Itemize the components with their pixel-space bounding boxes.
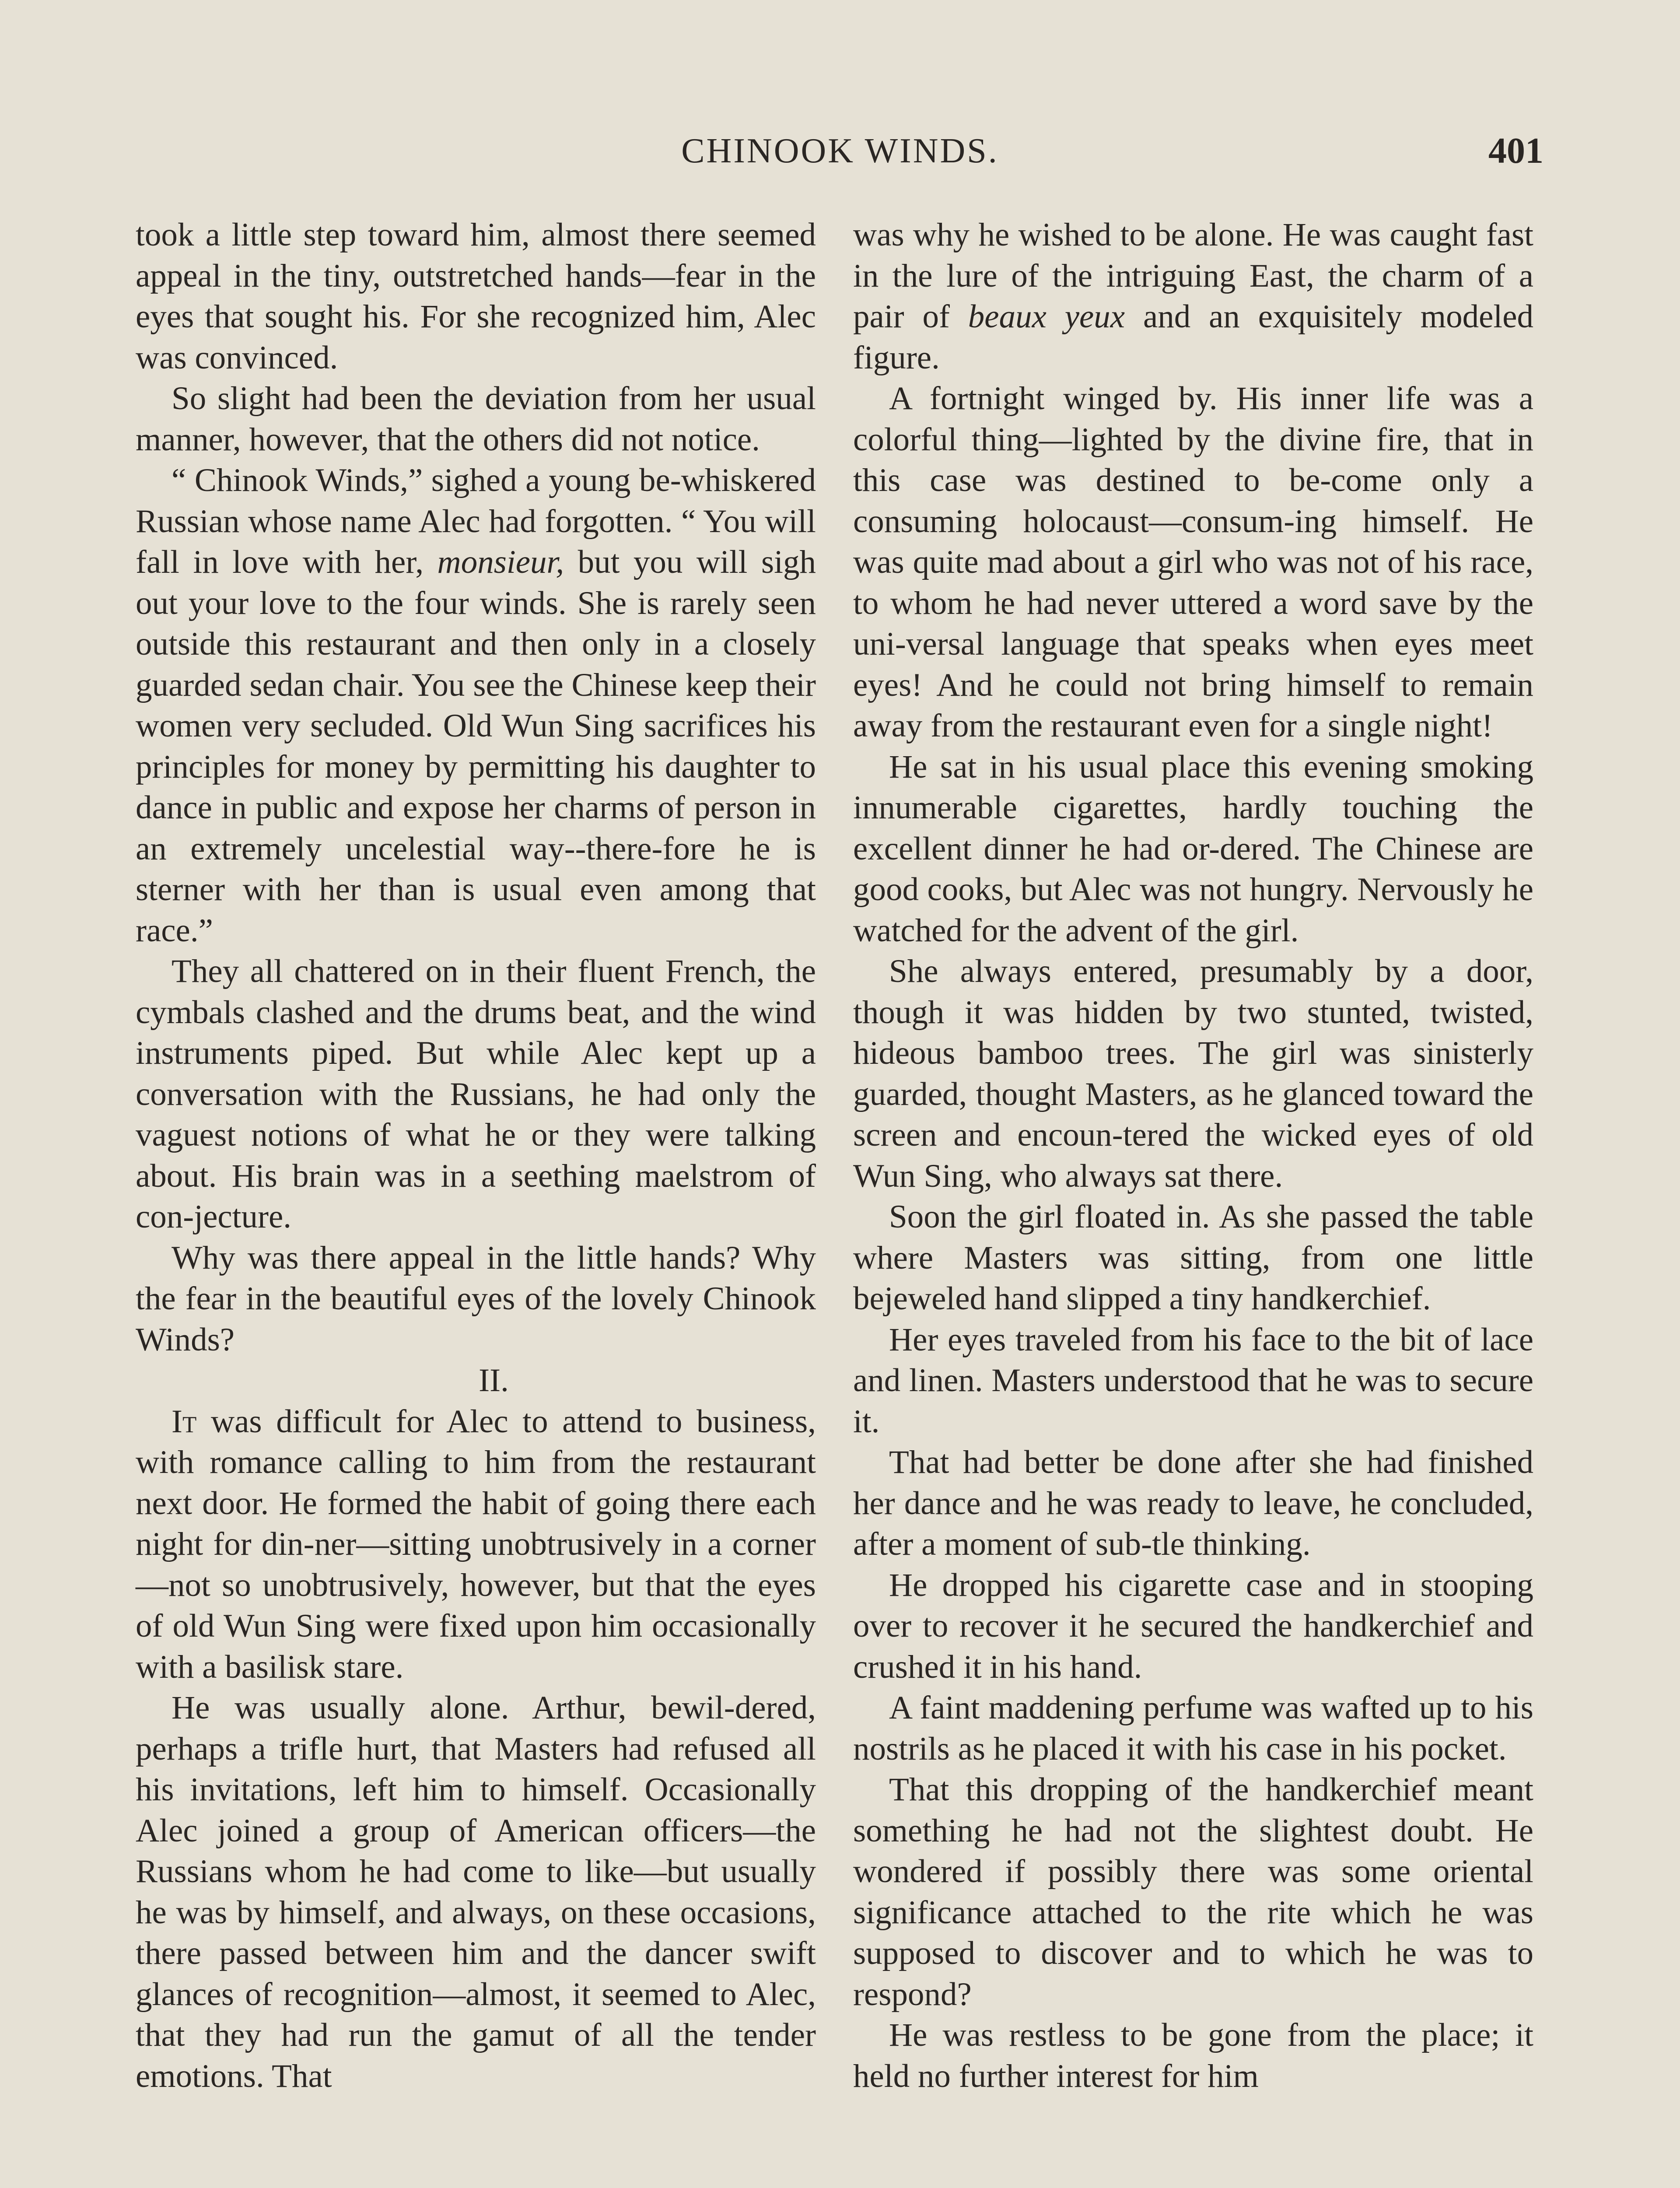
italic-word: monsieur,	[437, 544, 564, 580]
left-column	[136, 214, 816, 2097]
paragraph: He was restless to be gone from the place; it held no further interest for him	[853, 2017, 1533, 2094]
paragraph: That had better be done after she had finished her dance and he was ready to leave, he concluded, after a moment of sub-tle thinking.	[853, 1444, 1533, 1562]
paragraph: took a little step toward him, almost there seemed appeal in the tiny, outstretched hands—fear in the eyes that sought his. For she recognized him, Alec was convinced.	[136, 217, 816, 376]
paragraph: He was usually alone. Arthur, bewil-dered, perhaps a trifle hurt, that Masters had refused all his invitations, left him to himself. Occasionally Alec joined a group of American officers—the Russians whom he had come to like—but usually he was by himself, and always, on these occasions, there passed between him and the dancer swift glances of recognition—almost, it seemed to Alec, that they had run the gamut of all the tender emotions. That	[136, 1690, 816, 2094]
paragraph	[136, 1401, 816, 1688]
paragraph: So slight had been the deviation from her usual manner, however, that the others did not notice.	[136, 380, 816, 458]
paragraph: A fortnight winged by. His inner life was a colorful thing—lighted by the divine fire, that in this case was destined to be-come only a consuming holocaust—consum-ing himself. He was quite mad about a girl who was not of his race, to whom he had never uttered a word save by the uni-versal language that speaks when eyes meet eyes! And he could not bring himself to remain away from the restaurant even for a single night!	[853, 380, 1533, 744]
paragraph-text: was difficult for Alec to attend to business, with romance calling to him from the restaurant next door. He formed the habit of going there each night for din-ner—sitting unobtrusively in a corner—not so unobtrusively, however, but that the eyes of old Wun Sing were fixed upon him occasionally with a basilisk stare.	[136, 1403, 816, 1685]
paragraph: She always entered, presumably by a door, though it was hidden by two stunted, twisted, hideous bamboo trees. The girl was sinisterly guarded, thought Masters, as he glanced toward the screen and encoun-tered the wicked eyes of old Wun Sing, who always sat there.	[853, 953, 1533, 1194]
paragraph: Soon the girl floated in. As she passed the table where Masters was sitting, from one little bejeweled hand slipped a tiny handkerchief.	[853, 1199, 1533, 1317]
page-number: 401	[1488, 130, 1544, 171]
running-title: CHINOOK WINDS.	[681, 132, 999, 170]
paragraph: They all chattered on in their fluent French, the cymbals clashed and the drums beat, and the wind instruments piped. But while Alec kept up a conversation with the Russians, he had only the vaguest notions of what he or they were talking about. His brain was in a seething maelstrom of con-jecture.	[136, 953, 816, 1235]
paragraph-text: “ Chinook Winds,” sighed a young be-whiskered Russian whose name Alec had forgotten. “ You will fall in love with her,	[136, 462, 816, 580]
paragraph-text: and an exquisitely modeled figure.	[853, 298, 1533, 376]
paragraph-text: but you will sigh out your love to the four winds. She is rarely seen outside this restaurant and then only in a closely guarded sedan chair. You see the Chinese keep their women very secluded. Old Wun Sing sacrifices his principles for money by permitting his daughter to dance in public and expose her charms of person in an extremely uncelestial way--there-fore he is sterner with her than is usual even among that race.”	[136, 544, 816, 949]
lead-word: It	[172, 1403, 197, 1440]
section-heading: II.	[479, 1362, 509, 1399]
paragraph: He sat in his usual place this evening smoking innumerable cigarettes, hardly touching the excellent dinner he had or-dered. The Chinese are good cooks, but Alec was not hungry. Nervously he watched for the advent of the girl.	[853, 748, 1533, 949]
paragraph-text: was why he wished to be alone. He was caught fast in the lure of the intriguing East, the charm of a pair of	[853, 217, 1533, 335]
paragraph: Why was there appeal in the little hands? Why the fear in the beautiful eyes of the lovely Chinook Winds?	[136, 1239, 816, 1358]
paragraph	[136, 460, 816, 951]
right-column	[853, 214, 1533, 2097]
italic-phrase: beaux yeux	[968, 298, 1125, 335]
paragraph	[853, 214, 1533, 378]
paragraph: That this dropping of the handkerchief meant something he had not the slightest doubt. He wondered if possibly there was some oriental significance attached to the rite which he was supposed to discover and to which he was to respond?	[853, 1771, 1533, 2013]
paragraph: A faint maddening perfume was wafted up to his nostrils as he placed it with his case in his pocket.	[853, 1690, 1533, 1767]
paragraph: He dropped his cigarette case and in stooping over to recover it he secured the handkerchief and crushed it in his hand.	[853, 1567, 1533, 1685]
paragraph: Her eyes traveled from his face to the bit of lace and linen. Masters understood that he was to secure it.	[853, 1321, 1533, 1440]
